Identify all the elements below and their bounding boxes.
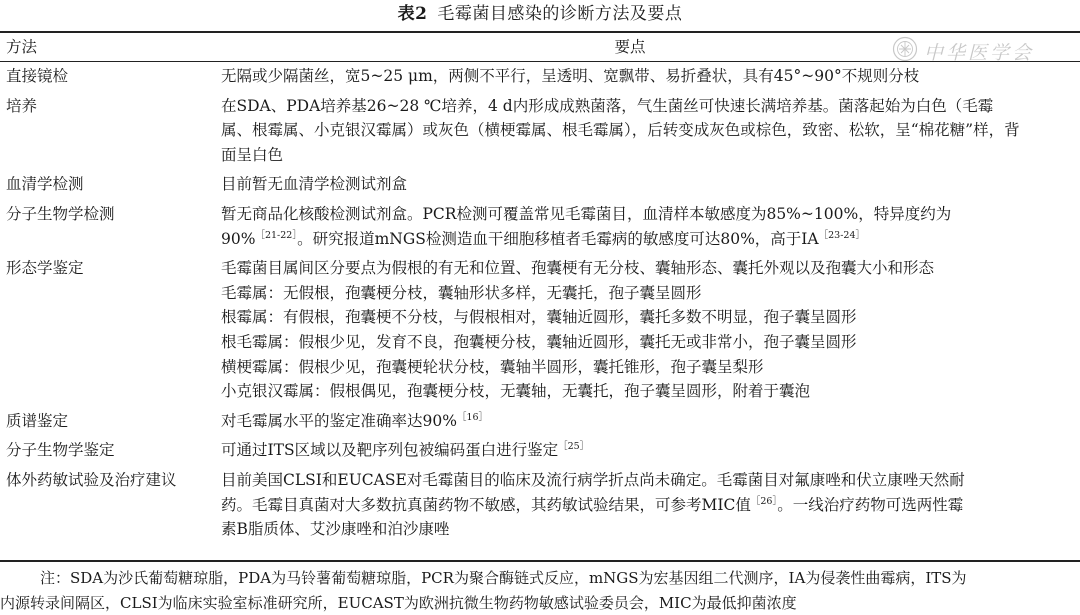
points-line [221, 227, 1076, 252]
points-text: 。一线治疗药物可选两性霉 [777, 495, 964, 514]
points-line [221, 438, 1076, 463]
points-text: 目前美国CLSI和EUCASE对毛霉菌目的临床及流行病学折点尚未确定。毛霉菌目对氟康唑和伏立康唑天然耐 [221, 470, 965, 489]
points-line [221, 379, 1076, 404]
citation-ref: ［23-24］ [818, 229, 866, 241]
table-row [0, 409, 1080, 439]
points-cell [221, 256, 1080, 409]
points-text: 小克银汉霉属：假根偶见，孢囊梗分枝，无囊轴，无囊托，孢子囊呈圆形，附着于囊泡 [221, 382, 811, 401]
table-bottom-rule [0, 560, 1080, 562]
points-text: 对毛霉属水平的鉴定准确率达90% [221, 411, 457, 430]
table-note-line-2: 内源转录间隔区，CLSI为临床实验室标准研究所，EUCAST为欧洲抗微生物药物敏感试验委员会，MIC为最低抑菌浓度 [0, 593, 797, 612]
points-line [221, 281, 1076, 306]
points-line [221, 305, 1076, 330]
diagnosis-table [0, 64, 1080, 547]
points-text: 可通过ITS区域以及靶序列包被编码蛋白进行鉴定 [221, 441, 559, 460]
points-text: 暂无商品化核酸检测试剂盒。PCR检测可覆盖常见毛霉菌目，血清样本敏感度为85%~100%，特异度约为 [221, 204, 952, 223]
points-text: 无隔或少隔菌丝，宽5~25 μm，两侧不平行，呈透明、宽飘带、易折叠状，具有45°~90°不规则分枝 [221, 67, 920, 85]
method-cell: 培养 [6, 96, 38, 115]
points-line [221, 355, 1076, 380]
points-cell [221, 94, 1080, 173]
points-text: 毛霉菌目属间区分要点为假根的有无和位置、孢囊梗有无分枝、囊轴形态、囊托外观以及孢囊大小和形态 [221, 259, 935, 278]
table-row [0, 468, 1080, 547]
watermark [892, 36, 1062, 64]
points-cell [221, 172, 1080, 202]
points-cell [221, 64, 1080, 94]
points-line [221, 94, 1076, 119]
method-cell: 直接镜检 [6, 67, 69, 85]
header-points: 要点 [614, 38, 646, 56]
method-cell: 分子生物学检测 [6, 204, 115, 223]
points-line [221, 143, 1076, 168]
table-row [0, 172, 1080, 202]
table-title-text: 毛霉菌目感染的诊断方法及要点 [437, 4, 683, 24]
table-row [0, 64, 1080, 94]
points-text: 横梗霉属：假根少见，孢囊梗轮状分枝，囊轴半圆形，囊托锥形，孢子囊呈梨形 [221, 357, 764, 376]
points-text: 在SDA、PDA培养基26~28 ℃培养，4 d内形成成熟菌落，气生菌丝可快速长满培养基。菌落起始为白色（毛霉 [221, 96, 994, 115]
points-line [221, 493, 1076, 518]
points-line [221, 468, 1076, 493]
table-row [0, 256, 1080, 409]
citation-ref: ［25］ [558, 441, 590, 453]
method-cell: 质谱鉴定 [6, 411, 69, 430]
points-cell [221, 202, 1080, 256]
citation-ref: ［16］ [456, 411, 489, 423]
table-title [0, 2, 1080, 26]
points-cell [221, 409, 1080, 439]
header-method: 方法 [6, 38, 38, 56]
points-text: 属、根霉属、小克银汉霉属）或灰色（横梗霉属、根毛霉属），后转变成灰色或棕色，致密、松软，呈“棉花糖”样，背 [221, 121, 1020, 140]
table-note-line-1: 注：SDA为沙氏葡萄糖琼脂，PDA为马铃薯葡萄糖琼脂，PCR为聚合酶链式反应，mNGS为宏基因组二代测序，IA为侵袭性曲霉病，ITS为 [40, 569, 967, 587]
points-line [221, 64, 1076, 89]
points-text: 药。毛霉目真菌对大多数抗真菌药物不敏感，其药敏试验结果，可参考MIC值 [221, 495, 751, 514]
points-line [221, 118, 1076, 143]
table-top-rule [0, 31, 1080, 33]
points-text: 90% [221, 229, 256, 248]
points-line [221, 202, 1076, 227]
points-text: 目前暂无血清学检测试剂盒 [221, 175, 408, 194]
points-text: 根霉属：有假根，孢囊梗不分枝，与假根相对，囊轴近圆形，囊托多数不明显，孢子囊呈圆形 [221, 308, 857, 327]
method-cell: 血清学检测 [6, 175, 84, 194]
points-cell [221, 468, 1080, 547]
table-row [0, 438, 1080, 468]
journal-logo-icon [892, 36, 918, 62]
table-title-number: 表2 [397, 4, 428, 24]
method-cell: 分子生物学鉴定 [6, 441, 115, 460]
citation-ref: ［26］ [750, 495, 778, 507]
points-line [221, 172, 1076, 197]
table-row [0, 94, 1080, 173]
points-text: 。研究报道mNGS检测造血干细胞移植者毛霉病的敏感度可达80%，高于IA [297, 229, 819, 248]
points-line [221, 517, 1076, 542]
points-text: 毛霉属：无假根，孢囊梗分枝，囊轴形状多样，无囊托，孢子囊呈圆形 [221, 283, 702, 302]
points-text: 面呈白色 [221, 145, 284, 164]
method-cell: 体外药敏试验及治疗建议 [6, 470, 177, 489]
points-line [221, 409, 1076, 434]
points-line [221, 330, 1076, 355]
watermark-text: 中华医学会 [924, 42, 1035, 64]
points-line [221, 256, 1076, 281]
table-header-rule [0, 61, 1080, 62]
points-text: 素B脂质体、艾沙康唑和泊沙康唑 [221, 520, 450, 539]
table-row [0, 202, 1080, 256]
method-cell: 形态学鉴定 [6, 259, 84, 278]
table-note [0, 566, 1080, 615]
citation-ref: ［21-22］ [255, 229, 298, 241]
points-text: 根毛霉属：假根少见，发育不良，孢囊梗分枝，囊轴近圆形，囊托无或非常小，孢子囊呈圆形 [221, 332, 857, 351]
points-cell [221, 438, 1080, 468]
